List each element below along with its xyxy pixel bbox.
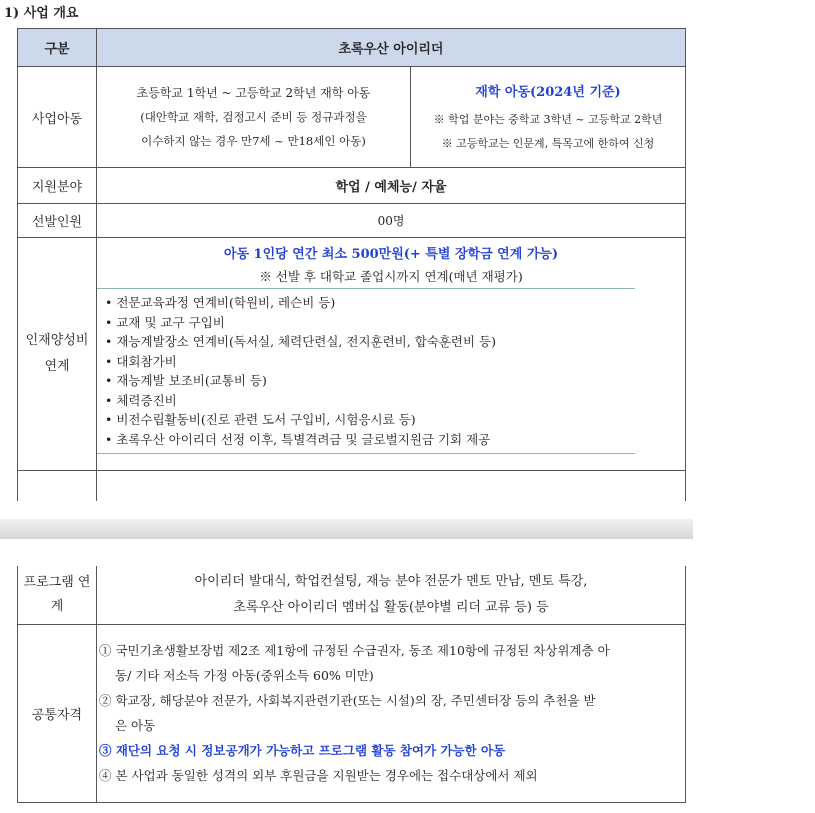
list-item: ④ 본 사업과 동일한 성격의 외부 후원금을 지원받는 경우에는 접수대상에서 제외 (99, 768, 538, 783)
empty-cell (97, 471, 686, 501)
eligibility-list (97, 638, 685, 788)
business-right-note-2: ※ 고등학교는 인문계, 특목고에 한하여 신청 (441, 137, 655, 150)
list-item: ① 국민기초생활보장법 제2조 제1항에 규정된 수급권자, 동조 제10항에 규정된 차상위계층 아 (99, 643, 610, 658)
overview-table (17, 28, 686, 501)
program-row (18, 566, 686, 624)
business-left-cell (97, 67, 411, 168)
list-item: 은 아동 (115, 718, 156, 733)
business-left-line-1: 초등학교 1학년 ~ 고등학교 2학년 재학 아동 (136, 86, 371, 100)
list-item: • 체력증진비 (105, 391, 685, 411)
header-row (18, 29, 686, 67)
section-heading: 1) 사업 개요 (4, 6, 79, 21)
business-left-line-2: (대안학교 재학, 검정고시 준비 등 정규과정을 (140, 110, 367, 124)
talent-list (97, 289, 685, 453)
program-cell (97, 566, 686, 624)
list-item: • 교재 및 교구 구입비 (105, 313, 685, 333)
talent-cell (97, 238, 686, 471)
list-item: • 대회참가비 (105, 352, 685, 372)
list-item: • 초록우산 아이리더 선정 이후, 특별격려금 및 글로벌지원금 기회 제공 (105, 430, 685, 450)
talent-note: ※ 선발 후 대학교 졸업시까지 연계(매년 재평가) (259, 269, 523, 284)
business-right-note-1: ※ 학업 분야는 중학교 3학년 ~ 고등학교 2학년 (433, 113, 663, 126)
field-label: 지원분야 (18, 168, 97, 204)
list-item: ② 학교장, 해당분야 전문가, 사회복지관련기관(또는 시설)의 장, 주민센터장 등의 추천을 받 (99, 693, 596, 708)
continuation-table (17, 566, 686, 803)
list-item: ③ 재단의 요청 시 정보공개가 가능하고 프로그램 활동 참여가 가능한 아동 (99, 743, 506, 758)
program-line-1: 아이리더 발대식, 학업컨설팅, 재능 분야 전문가 멘토 만남, 멘토 특강, (194, 573, 588, 589)
eligibility-label: 공통자격 (18, 624, 97, 802)
list-item: • 전문교육과정 연계비(학원비, 레슨비 등) (105, 293, 685, 313)
field-row (18, 168, 686, 204)
divider (97, 453, 635, 454)
program-label: 프로그램 연계 (18, 566, 97, 624)
empty-cell (18, 471, 97, 501)
business-label: 사업아동 (18, 67, 97, 168)
list-item: • 재능계발 보조비(교통비 등) (105, 371, 685, 391)
talent-row (18, 238, 686, 471)
selection-value: 00명 (97, 204, 686, 238)
page-separator (0, 519, 693, 539)
empty-row (18, 471, 686, 501)
list-item: 동/ 기타 저소득 가정 아동(중위소득 60% 미만) (115, 668, 374, 683)
talent-label (18, 238, 97, 471)
field-value: 학업 / 예체능/ 자율 (97, 168, 686, 204)
business-left-line-3: 이수하지 않는 경우 만7세 ~ 만18세인 아동) (141, 134, 366, 148)
talent-label-text: 인재양성비 연계 (25, 333, 89, 374)
header-program-name: 초록우산 아이리더 (97, 29, 686, 67)
business-row (18, 67, 686, 168)
header-category: 구분 (18, 29, 97, 67)
eligibility-row (18, 624, 686, 802)
eligibility-cell (97, 624, 686, 802)
business-right-cell (411, 67, 686, 168)
list-item: • 비전수립활동비(진로 관련 도서 구입비, 시험응시료 등) (105, 410, 685, 430)
list-item: • 재능계발장소 연계비(독서실, 체력단련실, 전지훈련비, 합숙훈련비 등) (105, 332, 685, 352)
selection-row (18, 204, 686, 238)
business-right-title: 재학 아동(2024년 기준) (475, 85, 621, 100)
talent-title: 아동 1인당 연간 최소 500만원(+ 특별 장학금 연계 가능) (223, 247, 559, 262)
selection-label: 선발인원 (18, 204, 97, 238)
program-line-2: 초록우산 아이리더 멤버십 활동(분야별 리더 교류 등) 등 (233, 599, 549, 615)
